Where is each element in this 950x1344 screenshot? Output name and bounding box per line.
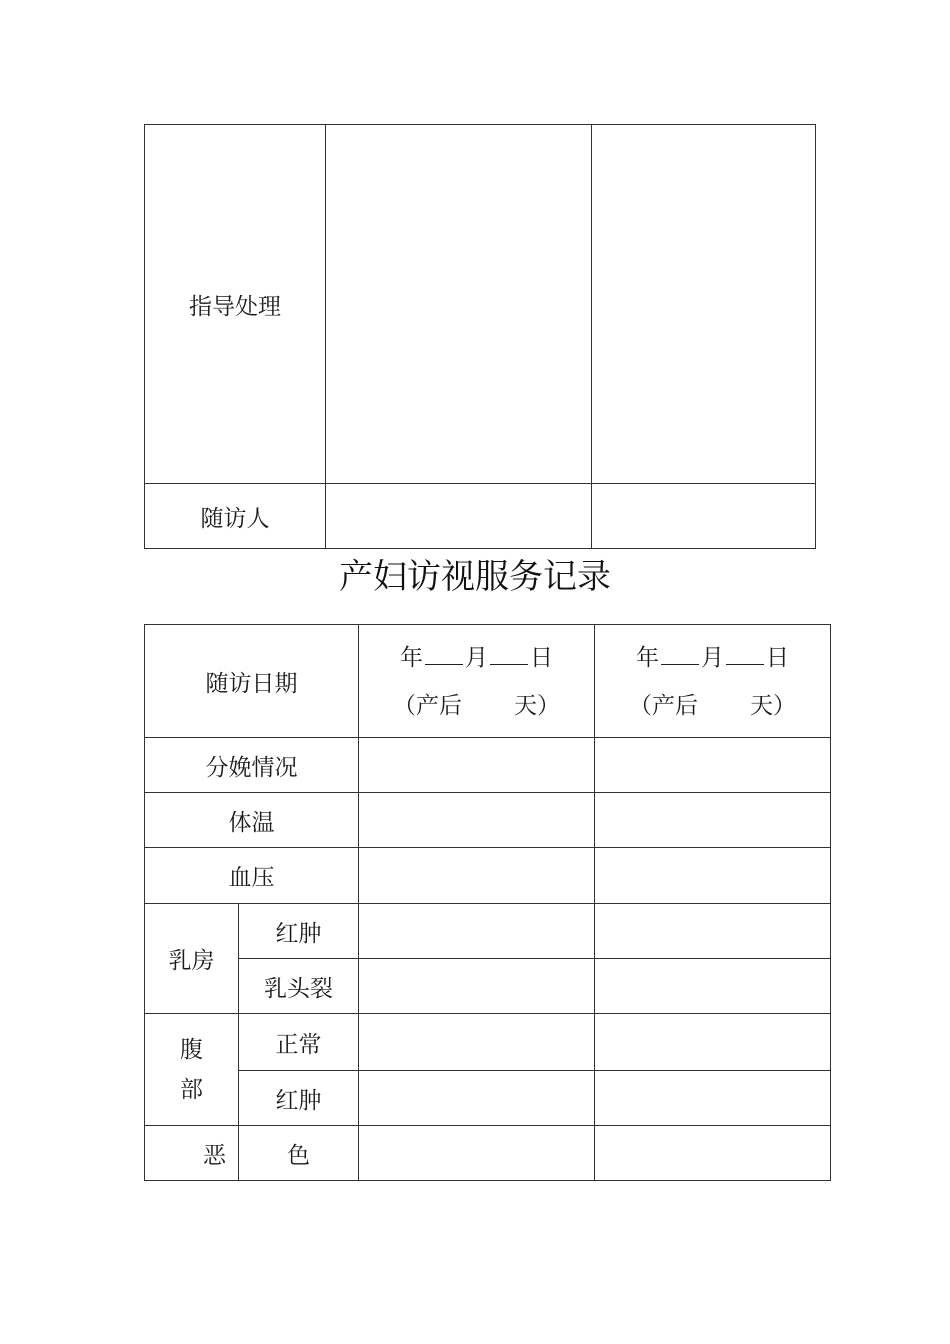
visitor-label: 随访人 [145, 484, 326, 549]
temperature-cell-1[interactable] [359, 793, 595, 848]
blood-pressure-label: 血压 [145, 848, 359, 904]
nipple-crack-cell-2[interactable] [595, 959, 831, 1014]
visit-date-label: 随访日期 [145, 625, 359, 738]
visitor-cell-2[interactable] [592, 484, 816, 549]
abdomen-label: 腹 部 [145, 1014, 239, 1126]
breast-redness-cell-2[interactable] [595, 904, 831, 959]
guidance-table [144, 124, 816, 549]
lochia-color-label: 色 [239, 1126, 359, 1181]
day-blank[interactable] [490, 642, 528, 665]
abdomen-redness-label: 红肿 [239, 1071, 359, 1126]
breast-redness-cell-1[interactable] [359, 904, 595, 959]
guidance-label: 指导处理 [145, 125, 326, 484]
temperature-cell-2[interactable] [595, 793, 831, 848]
guidance-cell-1[interactable] [326, 125, 592, 484]
blood-pressure-cell-2[interactable] [595, 848, 831, 904]
delivery-label: 分娩情况 [145, 738, 359, 793]
lochia-color-cell-2[interactable] [595, 1126, 831, 1181]
lochia-color-cell-1[interactable] [359, 1126, 595, 1181]
abdomen-normal-cell-2[interactable] [595, 1014, 831, 1071]
abdomen-normal-cell-1[interactable] [359, 1014, 595, 1071]
page-title: 产妇访视服务记录 [339, 557, 611, 597]
visitor-cell-1[interactable] [326, 484, 592, 549]
nipple-crack-label: 乳头裂 [239, 959, 359, 1014]
blood-pressure-cell-1[interactable] [359, 848, 595, 904]
abdomen-redness-cell-2[interactable] [595, 1071, 831, 1126]
month-blank[interactable] [661, 642, 699, 665]
guidance-cell-2[interactable] [592, 125, 816, 484]
visit-date-cell-1[interactable]: 年 月 日 （产后 天） [359, 625, 595, 738]
abdomen-normal-label: 正常 [239, 1014, 359, 1071]
temperature-label: 体温 [145, 793, 359, 848]
visit-date-cell-2[interactable]: 年 月 日 （产后 天） [595, 625, 831, 738]
nipple-crack-cell-1[interactable] [359, 959, 595, 1014]
delivery-cell-2[interactable] [595, 738, 831, 793]
breast-redness-label: 红肿 [239, 904, 359, 959]
abdomen-redness-cell-1[interactable] [359, 1071, 595, 1126]
delivery-cell-1[interactable] [359, 738, 595, 793]
breast-label: 乳房 [145, 904, 239, 1014]
postpartum-visit-table [144, 624, 831, 1181]
day-blank[interactable] [726, 642, 764, 665]
month-blank[interactable] [425, 642, 463, 665]
lochia-label: 恶 [145, 1126, 239, 1181]
